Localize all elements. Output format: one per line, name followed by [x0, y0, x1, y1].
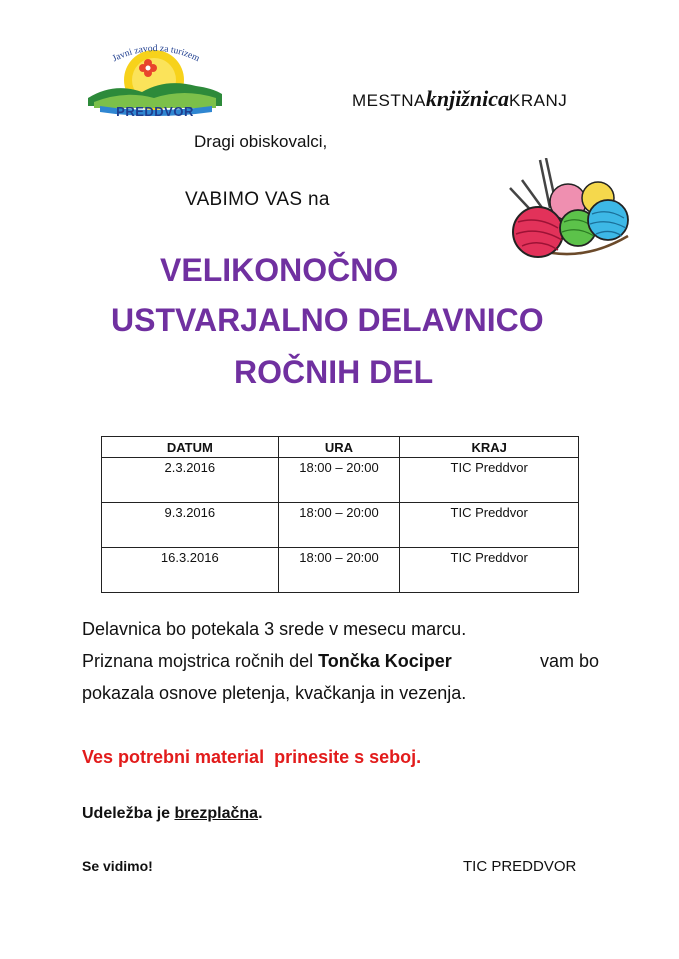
free-word: brezplačna	[174, 805, 259, 822]
schedule-table	[101, 436, 579, 593]
cell-time: 18:00 – 20:00	[278, 548, 400, 593]
preddvor-arc-text: Javni zavod za turizem	[111, 43, 201, 65]
cell-place: TIC Preddvor	[400, 503, 579, 548]
header-time: URA	[278, 437, 400, 458]
preddvor-logo-name: PREDDVOR	[116, 104, 194, 119]
greeting: Dragi obiskovalci,	[194, 132, 328, 151]
yarn-balls-illustration	[500, 158, 635, 270]
title-line-1: VELIKONOČNO	[160, 252, 399, 288]
cell-place: TIC Preddvor	[400, 458, 579, 503]
signature: TIC PREDDVOR	[463, 858, 577, 875]
cell-time: 18:00 – 20:00	[278, 458, 400, 503]
title-line-3: ROČNIH DEL	[234, 354, 434, 390]
library-logo-mid: knjižnica	[425, 86, 509, 111]
cell-date: 2.3.2016	[102, 458, 279, 503]
instructor-name: Tončka Kociper	[318, 651, 452, 671]
header-place: KRAJ	[400, 437, 579, 458]
header-date: DATUM	[102, 437, 279, 458]
body-line-3: pokazala osnove pletenja, kvačkanja in vezenja.	[82, 683, 467, 703]
table-row	[102, 458, 579, 503]
cell-place: TIC Preddvor	[400, 548, 579, 593]
table-row	[102, 503, 579, 548]
body-line-2-pre: Priznana mojstrica ročnih del	[82, 651, 319, 671]
closing: Se vidimo!	[82, 858, 153, 874]
table-row	[102, 548, 579, 593]
library-logo	[352, 86, 567, 112]
cell-time: 18:00 – 20:00	[278, 503, 400, 548]
library-logo-suffix: KRANJ	[508, 91, 568, 110]
library-logo-prefix: MESTNA	[352, 91, 426, 110]
cell-date: 9.3.2016	[102, 503, 279, 548]
free-entry-note	[82, 805, 263, 823]
invite-line: VABIMO VAS na	[185, 189, 330, 210]
title-line-2: USTVARJALNO DELAVNICO	[111, 302, 544, 338]
body-line-2-post: vam bo	[529, 651, 599, 671]
free-suffix: .	[258, 805, 263, 822]
cell-date: 16.3.2016	[102, 548, 279, 593]
free-prefix: Udeležba je	[82, 805, 175, 822]
table-header-row	[102, 437, 579, 458]
body-line-1: Delavnica bo potekala 3 srede v mesecu marcu.	[82, 619, 467, 639]
body-line-2	[82, 651, 599, 672]
material-note: Ves potrebni material prinesite s seboj.	[82, 747, 422, 767]
preddvor-logo-arc-text	[96, 38, 216, 68]
svg-text:Javni zavod za turizem	[111, 44, 201, 65]
